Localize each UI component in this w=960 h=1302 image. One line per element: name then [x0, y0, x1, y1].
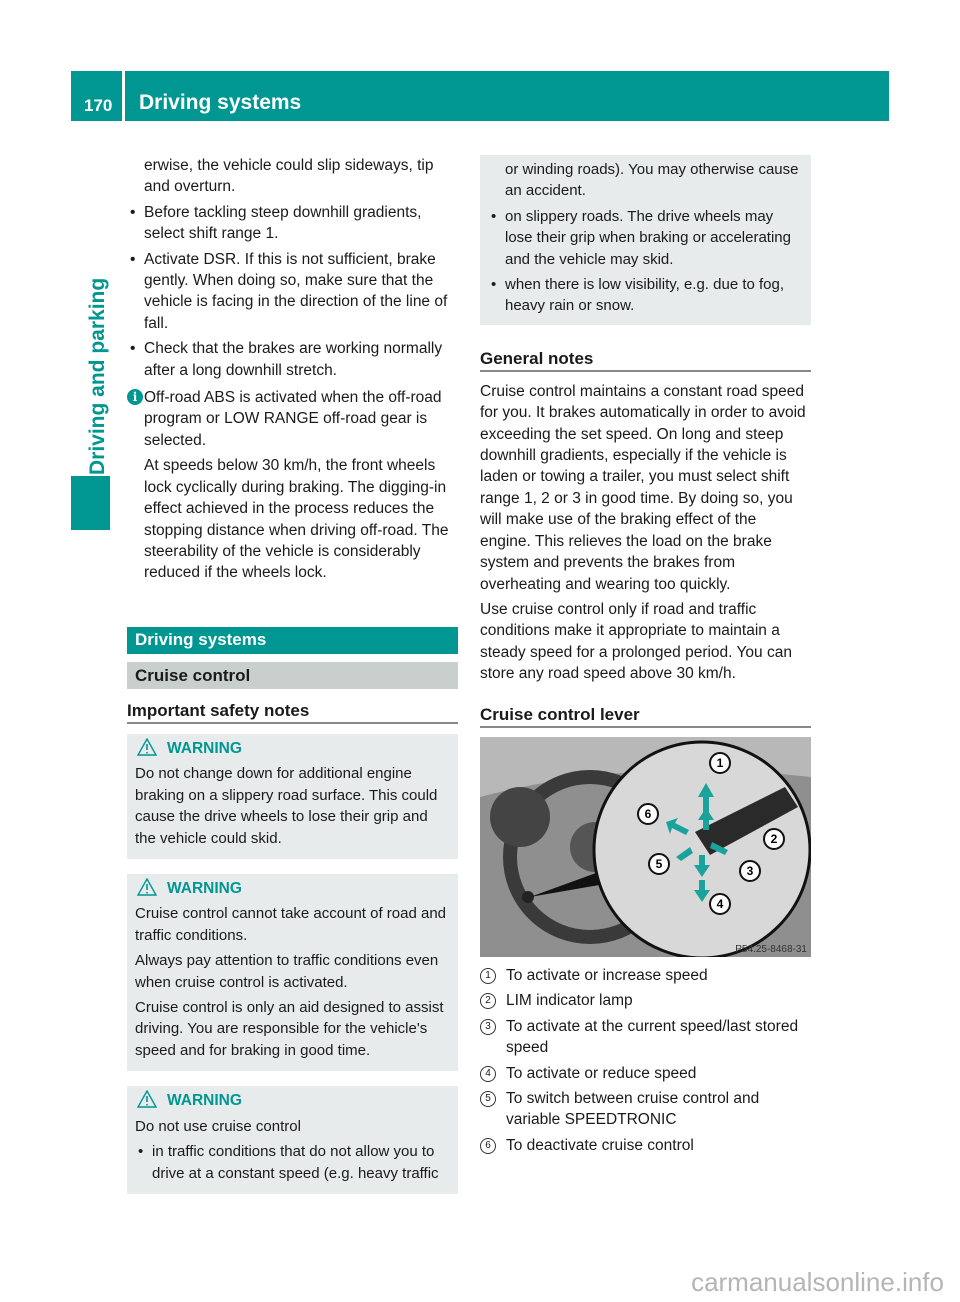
heading-safety-notes: Important safety notes: [127, 701, 458, 724]
legend-item: 2 LIM indicator lamp: [480, 990, 815, 1011]
heading-general-notes: General notes: [480, 349, 811, 372]
callout-2: 2: [770, 832, 778, 846]
warning-text: Cruise control cannot take account of road and traffic conditions.: [135, 905, 447, 944]
warning-box: [127, 874, 458, 1071]
warning-text: Always pay attention to traffic conditions even when cruise control is activated.: [135, 952, 439, 991]
right-column: [480, 155, 811, 728]
page-header: [71, 71, 889, 121]
callout-1: 1: [716, 756, 724, 770]
legend-item: 4 To activate or reduce speed: [480, 1063, 815, 1084]
callout-6: 6: [644, 807, 652, 821]
subsection-title: Cruise control: [127, 662, 458, 689]
legend-item: 5 To switch between cruise control and variable SPEEDTRONIC: [480, 1088, 815, 1131]
warning-box-continued: [480, 155, 811, 325]
lever-illustration: [480, 737, 811, 957]
warning-label: WARNING: [167, 880, 242, 898]
warning-icon: [137, 878, 157, 896]
info-text-2: At speeds below 30 km/h, the front wheels lock cyclically during braking. The digging-in effect achieved in the process reduces the stopping distance when driving off-road. The steerability of the vehicle is considerably reduced if the wheels lock.: [144, 457, 449, 582]
warning-label: WARNING: [167, 1092, 242, 1110]
cruise-control-lever-figure: [480, 737, 811, 957]
list-item: • when there is low visibility, e.g. due to fog, heavy rain or snow.: [488, 274, 803, 317]
heading-cruise-lever: Cruise control lever: [480, 705, 811, 728]
warning-text: or winding roads). You may otherwise cause an accident.: [505, 161, 799, 200]
warning-box: [127, 1086, 458, 1194]
paragraph: Cruise control maintains a constant road speed for you. It brakes automatically in order to avoid exceeding the set speed. On long and steep downhill gradients, especially if the vehicle is laden or towing a trailer, you must select shift range 1, 2 or 3 in good time. By doing so, you will make use of the braking effect of the engine. This relieves the load on the brake system and prevents the brakes from overheating and wearing too quickly.: [480, 382, 806, 593]
list-item: • Check that the brakes are working normally after a long downhill stretch.: [127, 338, 460, 381]
sidebar-tab: [71, 476, 110, 530]
info-text: Off-road ABS is activated when the off-road program or LOW RANGE off-road gear is selected.: [144, 389, 442, 449]
callout-5: 5: [655, 857, 663, 871]
legend-item: 6 To deactivate cruise control: [480, 1135, 815, 1156]
callout-4: 4: [716, 897, 724, 911]
left-lower: [127, 627, 458, 1194]
legend-item: 1 To activate or increase speed: [480, 965, 815, 986]
warning-text: Do not change down for additional engine braking on a slippery road surface. This could cause the drive wheels to lose their grip and the vehicle could skid.: [135, 765, 438, 847]
figure-code: P54.25-8468-31: [735, 944, 807, 955]
warning-label: WARNING: [167, 740, 242, 757]
warning-box: [127, 734, 458, 859]
page-number: 170: [71, 71, 125, 121]
list-item: • in traffic conditions that do not allow you to drive at a constant speed (e.g. heavy traffic: [135, 1141, 450, 1184]
sidebar-label: Driving and parking: [86, 277, 109, 475]
callout-3: 3: [746, 864, 754, 878]
continued-text: erwise, the vehicle could slip sideways, tip and overturn.: [144, 157, 434, 196]
left-column: [127, 155, 460, 588]
warning-icon: [137, 1090, 157, 1108]
list-item: • Activate DSR. If this is not sufficient, brake gently. When doing so, make sure that the vehicle is facing in the direction of the line of fall.: [127, 249, 460, 335]
watermark[interactable]: carmanualsonline.info: [691, 1267, 944, 1297]
warning-icon: [137, 738, 157, 756]
warning-text: Cruise control is only an aid designed to assist driving. You are responsible for the vehicle's speed and for braking in good time.: [135, 999, 444, 1059]
legend-item: 3 To activate at the current speed/last stored speed: [480, 1016, 815, 1059]
header-title: Driving systems: [139, 91, 302, 114]
warning-text: Do not use cruise control: [135, 1117, 301, 1135]
paragraph: Use cruise control only if road and traffic conditions make it appropriate to maintain a steady speed for a prolonged period. You can store any road speed above 30 km/h.: [480, 600, 792, 683]
callout-legend: [480, 965, 815, 1160]
section-title: Driving systems: [127, 627, 458, 654]
list-item: • Before tackling steep downhill gradients, select shift range 1.: [127, 202, 460, 245]
info-note: [127, 387, 460, 451]
list-item: • on slippery roads. The drive wheels may lose their grip when braking or accelerating and the vehicle may skid.: [488, 206, 803, 270]
info-icon: i: [127, 389, 143, 405]
